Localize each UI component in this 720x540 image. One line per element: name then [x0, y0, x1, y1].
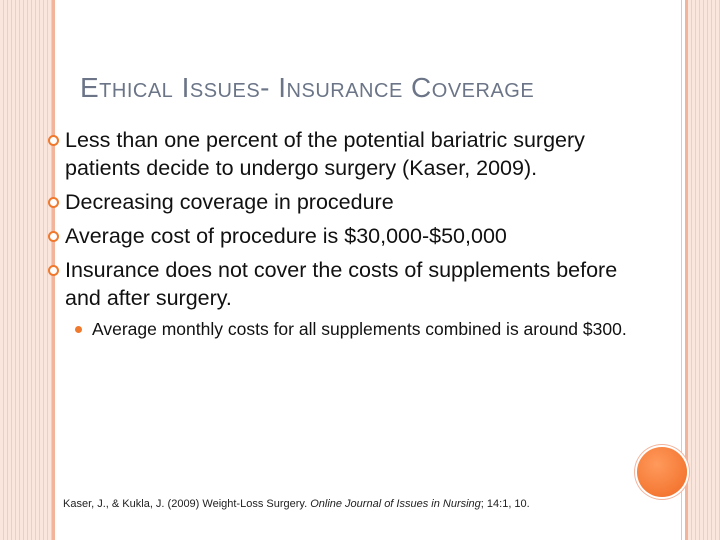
right-border-line	[685, 0, 688, 540]
ring-bullet-icon	[48, 197, 59, 208]
ring-bullet-icon	[48, 231, 59, 242]
sub-bullet-item-1	[75, 318, 628, 341]
bullet-item-2	[48, 188, 628, 216]
bullet-list	[48, 126, 628, 341]
citation-journal: Online Journal of Issues in Nursing	[310, 498, 481, 510]
dot-bullet-icon	[75, 326, 82, 333]
citation-volume: ; 14:1, 10.	[480, 498, 530, 510]
citation-authors: Kaser, J., & Kukla, J. (2009) Weight-Loss Surgery.	[63, 498, 311, 510]
left-border-decoration	[0, 0, 52, 540]
slide-title: Ethical Issues- Insurance Coverage	[80, 72, 535, 103]
bullet-text: Decreasing coverage in procedure	[65, 190, 394, 214]
bullet-item-1	[48, 126, 628, 182]
orange-circle-decoration	[637, 447, 687, 497]
bullet-item-4	[48, 256, 628, 312]
ring-bullet-icon	[48, 135, 59, 146]
bullet-item-3	[48, 222, 628, 250]
ring-bullet-icon	[48, 265, 59, 276]
bullet-text: Less than one percent of the potential bariatric surgery patients decide to undergo surgery (Kaser, 2009).	[65, 128, 585, 180]
right-border-decoration	[688, 0, 720, 540]
bullet-text: Average cost of procedure is $30,000-$50,000	[65, 224, 507, 248]
bullet-text: Insurance does not cover the costs of supplements before and after surgery.	[65, 258, 618, 310]
citation	[63, 498, 623, 510]
sub-bullet-text: Average monthly costs for all supplements combined is around $300.	[92, 319, 627, 339]
